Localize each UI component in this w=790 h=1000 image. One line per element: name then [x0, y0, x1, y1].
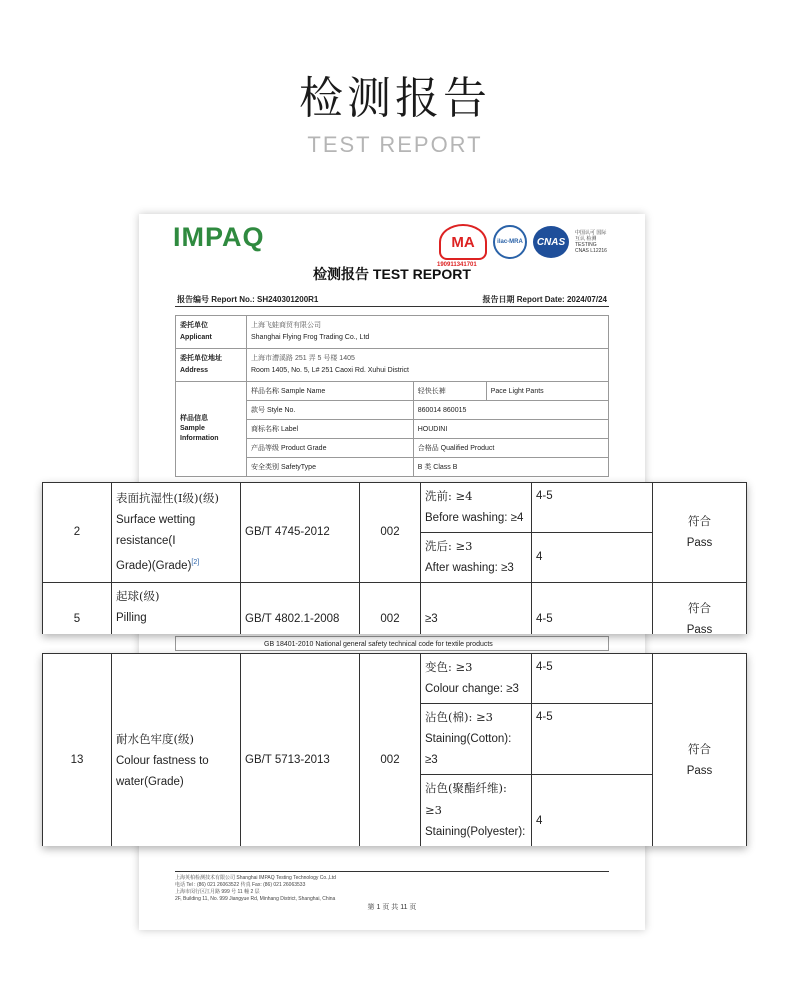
footer-line-4: 2F, Building 11, No. 999 Jiangyue Rd, Minhang District, Shanghai, China: [175, 896, 336, 902]
sample-label-en1: Sample: [180, 425, 205, 432]
result: 4-5: [532, 583, 653, 635]
table-row: [43, 483, 747, 533]
test-item-en1: Surface wetting: [116, 514, 196, 527]
table-row: [43, 583, 747, 635]
result: 4: [532, 533, 653, 583]
footer-line-1: 上海英柏检测技术有限公司 Shanghai IMPAQ Testing Technology Co.,Ltd: [175, 875, 336, 881]
requirement: [421, 704, 532, 775]
hero-title: 检测报告: [299, 73, 491, 124]
table-row: [43, 654, 747, 704]
test-method: GB/T 5713-2013: [241, 654, 360, 847]
method-code: 002: [360, 583, 421, 635]
test-item-cn: 表面抗湿性(Ⅰ级)(级): [116, 491, 219, 506]
address-en: Room 1405, No. 5, L# 251 Caoxi Rd. Xuhui District: [251, 367, 409, 374]
test-method: GB/T 4802.1-2008: [241, 583, 360, 635]
test-item: [112, 583, 241, 635]
result: 4-5: [532, 483, 653, 533]
sample-label: [176, 382, 247, 477]
address-label-en: Address: [180, 367, 209, 374]
applicant-value: [247, 316, 609, 349]
address-cn: 上海市漕溪路 251 弄 5 号楼 1405: [251, 355, 355, 362]
cnas-icon: CNAS: [533, 226, 569, 258]
page-number: 第 1 页 共 11 页: [367, 904, 417, 911]
requirement: ≥3: [421, 583, 532, 635]
report-date: 报告日期 Report Date: 2024/07/24: [482, 295, 607, 304]
zoom-table-2: [42, 653, 747, 846]
verdict-cn: 符合: [688, 514, 711, 528]
requirement-cn: 沾色(棉): ≥3: [425, 710, 493, 724]
verdict-en: Pass: [686, 765, 713, 777]
requirement-cn: 变色: ≥3: [425, 660, 473, 674]
sample-name-cn: 轻快长裤: [413, 382, 486, 401]
sample-name-en: Pace Light Pants: [486, 382, 608, 401]
requirement: [421, 533, 532, 583]
sample-label-en2: Information: [180, 435, 219, 442]
style-value: 860014 860015: [413, 401, 608, 420]
zoom-table-1: [42, 482, 747, 634]
verdict: [653, 654, 747, 847]
report-number: 报告编号 Report No.: SH240301200R1: [177, 295, 319, 304]
row-no: 5: [43, 583, 112, 635]
requirement: [421, 654, 532, 704]
test-item-en: Pilling: [116, 612, 147, 624]
applicant-label: [176, 316, 247, 349]
footer-line-3: 上海市闵行区江月路 999 号 11 幢 2 层: [175, 889, 260, 895]
verdict-cn: 符合: [688, 742, 711, 756]
test-item-en1: Colour fastness to: [116, 754, 209, 767]
row-no: 2: [43, 483, 112, 583]
sample-info-table: [175, 315, 609, 477]
applicant-cn: 上海飞蛙商贸有限公司: [251, 322, 321, 329]
test-method: GB/T 4745-2012: [241, 483, 360, 583]
result: 4: [532, 775, 653, 847]
applicant-label-en: Applicant: [180, 334, 212, 341]
brand-label: 商标名称 Label: [247, 420, 414, 439]
test-item-en2: water(Grade): [116, 775, 184, 788]
footnote-ref: [2]: [191, 559, 200, 567]
requirement-cn: 洗后: ≥3: [425, 539, 473, 553]
requirement-en: After washing: ≥3: [425, 562, 514, 574]
cma-number: 190911341701: [437, 262, 477, 268]
test-item: [112, 483, 241, 583]
document-footer: [175, 871, 609, 903]
applicant-label-cn: 委托单位: [180, 322, 208, 329]
test-item-en3: Grade)(Grade): [116, 559, 192, 572]
certification-marks: [437, 224, 609, 268]
method-code: 002: [360, 654, 421, 847]
zoom-panel-1: [42, 482, 747, 634]
grade-label: 产品等级 Product Grade: [247, 439, 414, 458]
style-label: 款号 Style No.: [247, 401, 414, 420]
hero-subtitle: TEST REPORT: [307, 132, 483, 157]
requirement: [421, 775, 532, 847]
standard-bar: GB 18401-2010 National general safety technical code for textile products: [175, 636, 609, 651]
verdict: [653, 583, 747, 635]
row-no: 13: [43, 654, 112, 847]
test-item-en2: resistance(Ⅰ: [116, 535, 176, 548]
cnas-text: 中国认可 国际互认 检测 TESTING CNAS L12216: [575, 230, 607, 254]
address-label: [176, 349, 247, 382]
test-item-cn: 起球(级): [116, 589, 160, 603]
cma-seal-icon: [437, 224, 487, 268]
requirement-cn: 沾色(聚酯纤维): ≥3: [425, 781, 507, 817]
impaq-logo: IMPAQ: [173, 222, 265, 252]
address-value: [247, 349, 609, 382]
grade-value: 合格品 Qualified Product: [413, 439, 608, 458]
document-title: 检测报告 TEST REPORT: [313, 266, 471, 282]
requirement-cn: 洗前: ≥4: [425, 489, 473, 503]
requirement-en: Colour change: ≥3: [425, 683, 519, 695]
sample-label-cn: 样品信息: [180, 415, 208, 422]
requirement: [421, 483, 532, 533]
verdict-en: Pass: [686, 624, 713, 634]
address-label-cn: 委托单位地址: [180, 355, 222, 362]
verdict-cn: 符合: [688, 601, 711, 616]
header-divider: [175, 306, 609, 307]
cma-mark: MA: [451, 233, 475, 251]
footer-line-2: 电话 Tel : (86) 021 26063522 传真 Fax: (86) 021 26063533: [175, 882, 306, 888]
test-item-cn: 耐水色牢度(级): [116, 731, 194, 746]
applicant-en: Shanghai Flying Frog Trading Co., Ltd: [251, 334, 370, 341]
result: 4-5: [532, 704, 653, 775]
safety-label: 安全类别 SafetyType: [247, 458, 414, 477]
method-code: 002: [360, 483, 421, 583]
sample-name-label: 样品名称 Sample Name: [247, 382, 414, 401]
requirement-en: Staining(Cotton): ≥3: [425, 733, 512, 766]
zoom-panel-2: [42, 653, 747, 846]
requirement-en: Before washing: ≥4: [425, 512, 524, 524]
ilac-mra-icon: ilac-MRA: [493, 225, 527, 259]
requirement-en1: Staining(Polyester):: [425, 826, 526, 838]
verdict-en: Pass: [686, 537, 713, 549]
test-item: [112, 654, 241, 847]
result: 4-5: [532, 654, 653, 704]
verdict: [653, 483, 747, 583]
brand-value: HOUDINI: [413, 420, 608, 439]
safety-value: B 类 Class B: [413, 458, 608, 477]
